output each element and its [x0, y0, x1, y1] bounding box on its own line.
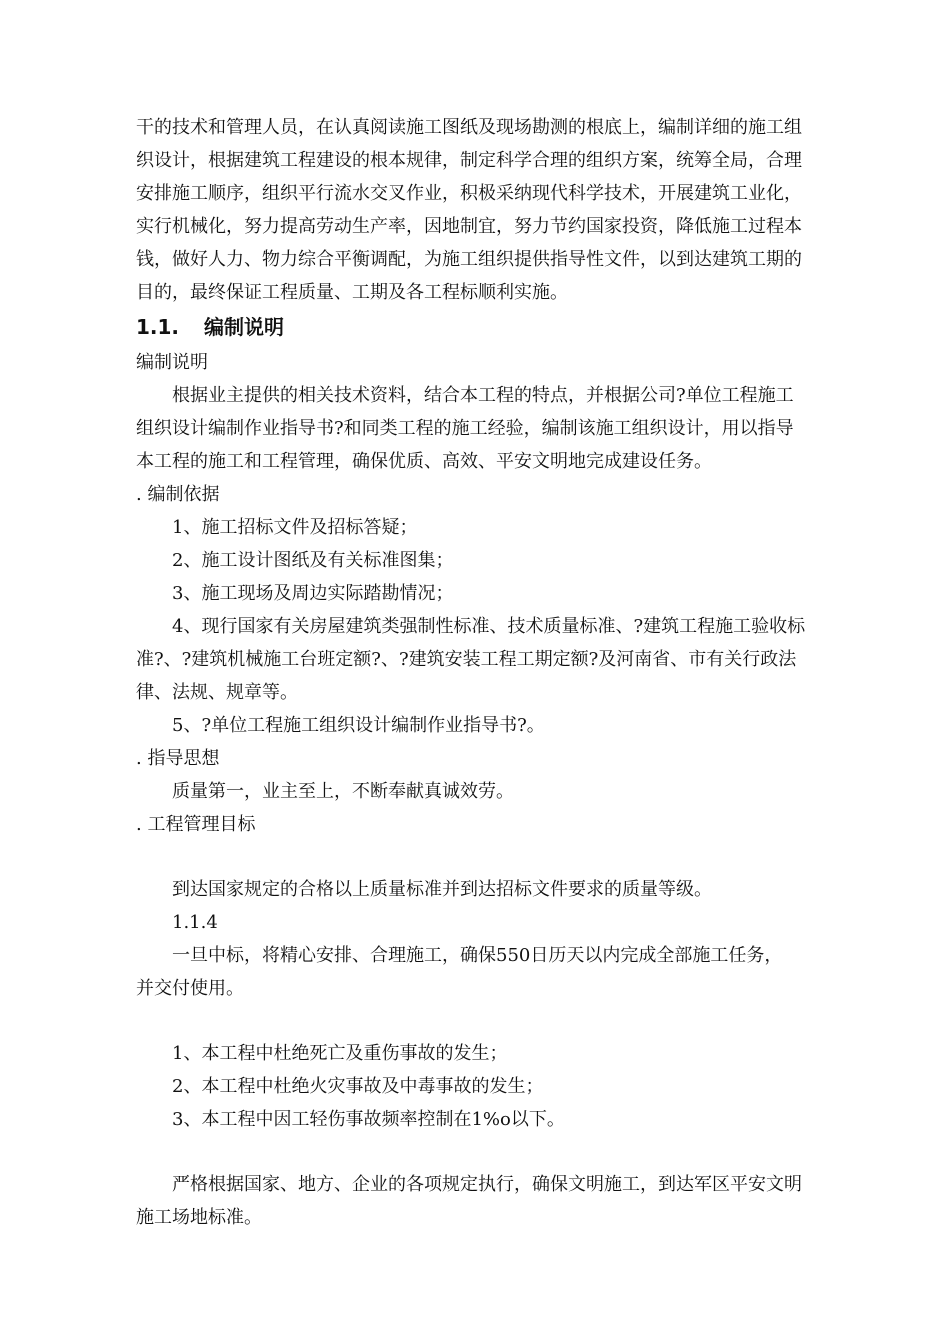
- paragraph: 质量第一，业主至上，不断奉献真诚效劳。: [172, 781, 514, 802]
- subsection-title: 编制说明: [136, 352, 208, 373]
- list-item: 2、本工程中杜绝火灾事故及中毒事故的发生；: [172, 1076, 544, 1097]
- intro-line: 目的，最终保证工程质量、工期及各工程标顺利实施。: [136, 282, 568, 303]
- subsection-title: . 工程管理目标: [136, 814, 256, 835]
- basis-line: 根据业主提供的相关技术资料，结合本工程的特点，并根据公司?单位工程施工: [172, 385, 794, 406]
- intro-line: 实行机械化，努力提高劳动生产率，因地制宜，努力节约国家投资，降低施工过程本: [136, 216, 802, 237]
- list-item: 3、施工现场及周边实际踏勘情况；: [172, 583, 454, 604]
- paragraph-line: 一旦中标，将精心安排、合理施工，确保550日历天以内完成全部施工任务，: [172, 945, 783, 966]
- paragraph: 到达国家规定的合格以上质量标准并到达招标文件要求的质量等级。: [172, 879, 712, 900]
- intro-line: 钱，做好人力、物力综合平衡调配，为施工组织提供指导性文件，以到达建筑工期的: [136, 249, 802, 270]
- basis-line: 组织设计编制作业指导书?和同类工程的施工经验，编制该施工组织设计，用以指导: [136, 418, 794, 439]
- section-heading: [136, 313, 284, 341]
- list-item: 5、?单位工程施工组织设计编制作业指导书?。: [172, 715, 545, 736]
- section-title: 编制说明: [204, 315, 284, 339]
- basis-line: 本工程的施工和工程管理，确保优质、高效、平安文明地完成建设任务。: [136, 451, 712, 472]
- paragraph-line: 施工场地标准。: [136, 1207, 262, 1228]
- section-number: 1.1.: [136, 315, 180, 339]
- intro-line: 干的技术和管理人员，在认真阅读施工图纸及现场勘测的根底上，编制详细的施工组: [136, 117, 802, 138]
- paragraph-line: 严格根据国家、地方、企业的各项规定执行，确保文明施工，到达军区平安文明: [172, 1174, 802, 1195]
- list-item: 4、现行国家有关房屋建筑类强制性标准、技术质量标准、?建筑工程施工验收标: [172, 616, 806, 637]
- paragraph-line: 并交付使用。: [136, 978, 244, 999]
- list-item: 3、本工程中因工轻伤事故频率控制在1%o以下。: [172, 1109, 565, 1130]
- list-item: 1、本工程中杜绝死亡及重伤事故的发生；: [172, 1043, 508, 1064]
- subsection-title: . 编制依据: [136, 484, 220, 505]
- sub-number: 1.1.4: [172, 912, 218, 933]
- list-item-cont: 律、法规、规章等。: [136, 682, 298, 703]
- list-item: 2、施工设计图纸及有关标准图集；: [172, 550, 454, 571]
- intro-line: 织设计，根据建筑工程建设的根本规律，制定科学合理的组织方案，统筹全局，合理: [136, 150, 802, 171]
- intro-line: 安排施工顺序，组织平行流水交叉作业，积极采纳现代科学技术，开展建筑工业化，: [136, 183, 802, 204]
- subsection-title: . 指导思想: [136, 748, 220, 769]
- list-item: 1、施工招标文件及招标答疑；: [172, 517, 418, 538]
- list-item-cont: 准?、?建筑机械施工台班定额?、?建筑安装工程工期定额?及河南省、市有关行政法: [136, 649, 797, 670]
